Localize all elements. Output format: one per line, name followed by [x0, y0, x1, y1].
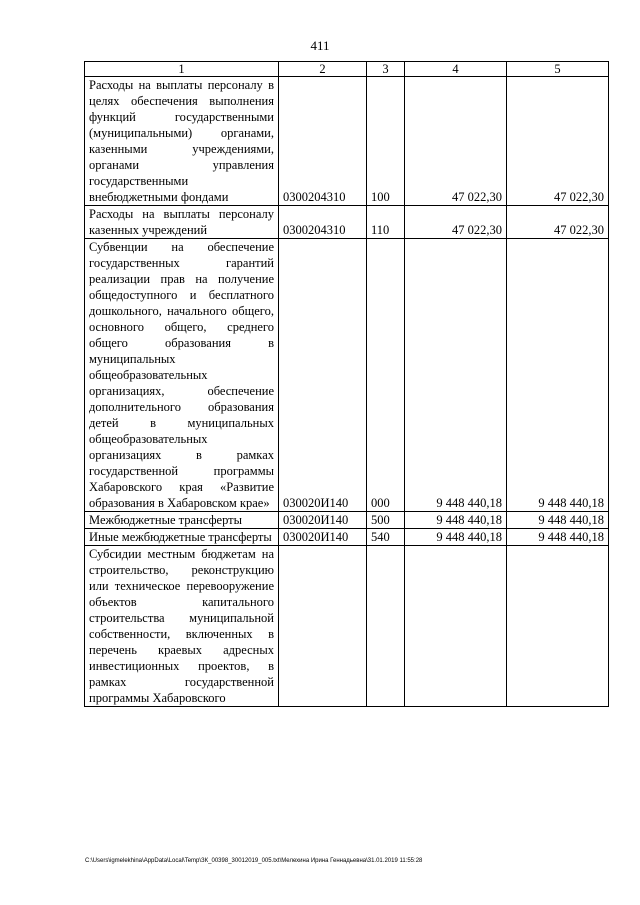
- expense-name: Иные межбюджетные трансферты: [85, 529, 279, 546]
- column-header: 5: [507, 62, 609, 77]
- column-header: 3: [367, 62, 405, 77]
- amount-year-2: 9 448 440,18: [507, 239, 609, 512]
- table-row: [85, 546, 609, 707]
- column-header: 2: [279, 62, 367, 77]
- column-header: 1: [85, 62, 279, 77]
- table-row: [85, 239, 609, 512]
- amount-year-1: 47 022,30: [405, 77, 507, 206]
- budget-table: [84, 61, 609, 707]
- expense-type-code: 110: [367, 206, 405, 239]
- column-header: 4: [405, 62, 507, 77]
- amount-year-1: 9 448 440,18: [405, 512, 507, 529]
- expense-name: Субсидии местным бюджетам на строительство, реконструкцию или техническое перевооружение объектов капитального строительства муниципальной собственности, включенных в перечень краевых адресных инвестиционных проектов, в рамках государственной программы Хабаровского: [85, 546, 279, 707]
- table-row: [85, 77, 609, 206]
- table-row: [85, 529, 609, 546]
- expense-name: Расходы на выплаты персоналу в целях обеспечения выполнения функций государственными (муниципальными) органами, казенными учреждениями, органами управления государственными внебюджетными фондами: [85, 77, 279, 206]
- target-code: 0300204310: [279, 206, 367, 239]
- amount-year-1: 9 448 440,18: [405, 239, 507, 512]
- amount-year-1: [405, 546, 507, 707]
- expense-type-code: 500: [367, 512, 405, 529]
- target-code: 030020И140: [279, 529, 367, 546]
- table-row: [85, 512, 609, 529]
- target-code: 0300204310: [279, 77, 367, 206]
- amount-year-2: 9 448 440,18: [507, 529, 609, 546]
- amount-year-1: 9 448 440,18: [405, 529, 507, 546]
- amount-year-2: 9 448 440,18: [507, 512, 609, 529]
- table-row: [85, 206, 609, 239]
- expense-name: Субвенции на обеспечение государственных гарантий реализации прав на получение общедоступного и бесплатного дошкольного, начального общего, основного общего, среднего общего образования в муниципальных общеобразовательных организациях, обеспечение дополнительного образования детей в муниципальных общеобразовательных организациях в рамках государственной программы Хабаровского края «Развитие образования в Хабаровском крае»: [85, 239, 279, 512]
- amount-year-2: 47 022,30: [507, 77, 609, 206]
- amount-year-2: 47 022,30: [507, 206, 609, 239]
- target-code: [279, 546, 367, 707]
- expense-type-code: [367, 546, 405, 707]
- target-code: 030020И140: [279, 512, 367, 529]
- target-code: 030020И140: [279, 239, 367, 512]
- file-path-footer: C:\Users\igmelekhina\AppData\Local\Temp\ЗК_00398_30012019_005.txt\Мелехина Ирина Геннадьевна\31.01.2019 11:55:28: [85, 858, 423, 864]
- expense-type-code: 100: [367, 77, 405, 206]
- expense-type-code: 000: [367, 239, 405, 512]
- expense-type-code: 540: [367, 529, 405, 546]
- expense-name: Межбюджетные трансферты: [85, 512, 279, 529]
- page-number: 411: [310, 38, 330, 53]
- amount-year-1: 47 022,30: [405, 206, 507, 239]
- amount-year-2: [507, 546, 609, 707]
- table-header-row: [85, 62, 609, 77]
- expense-name: Расходы на выплаты персоналу казенных учреждений: [85, 206, 279, 239]
